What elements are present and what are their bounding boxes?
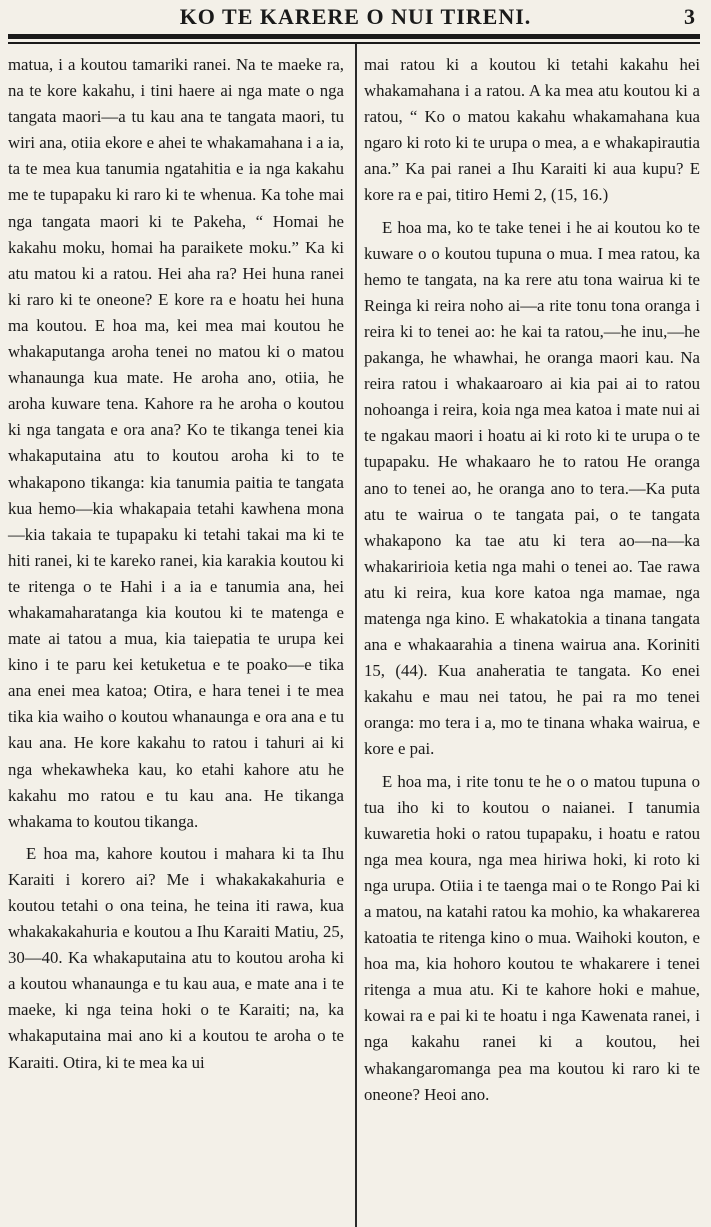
page-header	[0, 0, 711, 34]
paragraph: E hoa ma, ko te take tenei i he ai koutou ko te kuware o o koutou tupuna o mua. I mea ratou, ka hemo te tangata, na ka rere atu tona wairua ki te Reinga ki reira noho ai—a rite tonu tona oranga i reira ki to tenei ao: he kai ta ratou,—he inu,—he pakanga, he whawhai, he oranga maori kau. Na reira ratou i whakaaroaro ai kia pai ai to ratou nohoanga i reira, koia nga mea katoa i mate nui ai te ngakau maori i hoatu ai ki roto ki te urupa o te tupapaku. He whakaaro he to ratou He oranga ano to tenei ao, he oranga ano to tera.—Ka puta atu te wairua o te tangata pai, o te tangata whakapono ka tae atu ki tera ao—na—ka whakaririoia ketia nga mahi o tenei ao. Tae rawa atu ki reira, kua kore katoa nga mamae, nga matenga nga kino. E whakatokia a tinana tangata ana e whakaarahia a tinena wairua ana. Koriniti 15, (44). Kua anaheratia te tangata. Ko enei kakahu e mau nei tatou, he pai ra mo tenei oranga: mo tera i a, mo te tinana whaka wairua, e kore e pai.	[364, 217, 700, 759]
page-number: 3	[684, 4, 695, 29]
header-rule-thick	[8, 34, 700, 39]
paragraph: matua, i a koutou tamariki ranei. Na te maeke ra, na te kore kakahu, i tini haere ai nga mate o nga tangata maori—a tu kau ana te tangata maori, tu wiri ana, otiia ekore e ahei te whakamahana i a ia, ta te mea kua tanumia ngatahitia e ia nga kakahu me te tupapaku ki raro ki te whenua. Ka tohe mai nga tangata maori ki te Pakeha, “ Homai he kakahu moku, homai ha paraikete moku.” Ka ki atu matou ki a ratou. Hei aha ra? Hei huna ranei ki raro ki te oneone? E kore ra e hoatu hei huna ma koutou. E hoa ma, kei mea mai koutou he whakaputanga aroha tenei no matou ki o matou whanaunga kua mate. He aroha ano, otiia, he aroha kuware tena. Kahore ra he aroha o koutou ki nga tangata e ora ana? Ko te tikanga tenei kia whakaputaina atu to koutou aroha ki to te whakapono tikanga: kia tanumia paitia te tangata kua hemo—kia whakapaia tetahi kawhena mona—kia takaia te tupapaku ki tetahi takai ma ki te hiti ranei, ki te kareko ranei, kia karakia koutou ki te ritenga o te Hahi i a ia e tanumia ana, hei whakamaharatanga kia koutou ki te matenga e mate ai tatou a mua, kia taiepatia te urupa kei kino i te paru kei ketuketua e te poako—e tika ana enei mea katoa; Otira, e hara tenei i te mea tika kia waiho o koutou whanaunga e ora ana e tu kau ana. He kore kakahu to ratou i tahuri ai ki nga whekawheka kau, ko etahi kahore atu he kakahu mo ratou e tu kau ana. He tikanga whakama to koutou tikanga.	[8, 55, 344, 831]
header-rule-thin	[8, 42, 700, 44]
column-divider	[355, 44, 357, 1227]
right-column	[364, 52, 700, 1108]
left-column	[8, 52, 344, 1076]
paragraph: E hoa ma, kahore koutou i mahara ki ta Ihu Karaiti i korero ai? Me i whakakakahuria e koutou tetahi o ona teina, he teina iti rawa, kua whakakakahuria e koutou a Ihu Karaiti Matiu, 25, 30—40. Ka whakaputaina atu to koutou aroha ki a koutou whanaunga e tu kau aua, e mate ana i te maeke, ki nga teina hoki o te Karaiti; na, ka whakaputaina mai ano ki a koutou te aroha o te Karaiti. Otira, ki te mea ka ui	[8, 843, 344, 1072]
newspaper-title: KO TE KARERE O NUI TIRENI.	[179, 4, 532, 29]
paragraph: E hoa ma, i rite tonu te he o o matou tupuna o tua iho ki to koutou o naianei. I tanumia kuwaretia hoki o ratou tupapaku, i hoatu e ratou nga mea koura, nga mea hiriwa hoki, ki roto ki nga urupa. Otiia i te taenga mai o te Rongo Pai ki a matou, na katahi ratou ka mohio, ka whakarerea katoatia te ritenga kino o mua. Waihoki kouton, e hoa ma, kia hohoro koutou te whakarere i tenei ritenga a mua atu. Ki te kahore hoki e mahue, kowai ra e pai ki te hoatu i nga Kawenata ranei, i nga kakahu ranei ki a koutou, hei whakangaromanga pea ma koutou ki raro ki te oneone? Heoi ano.	[364, 771, 700, 1104]
paragraph: mai ratou ki a koutou ki tetahi kakahu hei whakamahana i a ratou. A ka mea atu koutou ki a ratou, “ Ko o matou kakahu whakamahana kua ngaro ki roto ki te urupa o mea, a e whakapirautia ana.” Ka pai ranei a Ihu Karaiti ki aua kupu? E kore ra e pai, titiro Hemi 2, (15, 16.)	[364, 55, 700, 205]
